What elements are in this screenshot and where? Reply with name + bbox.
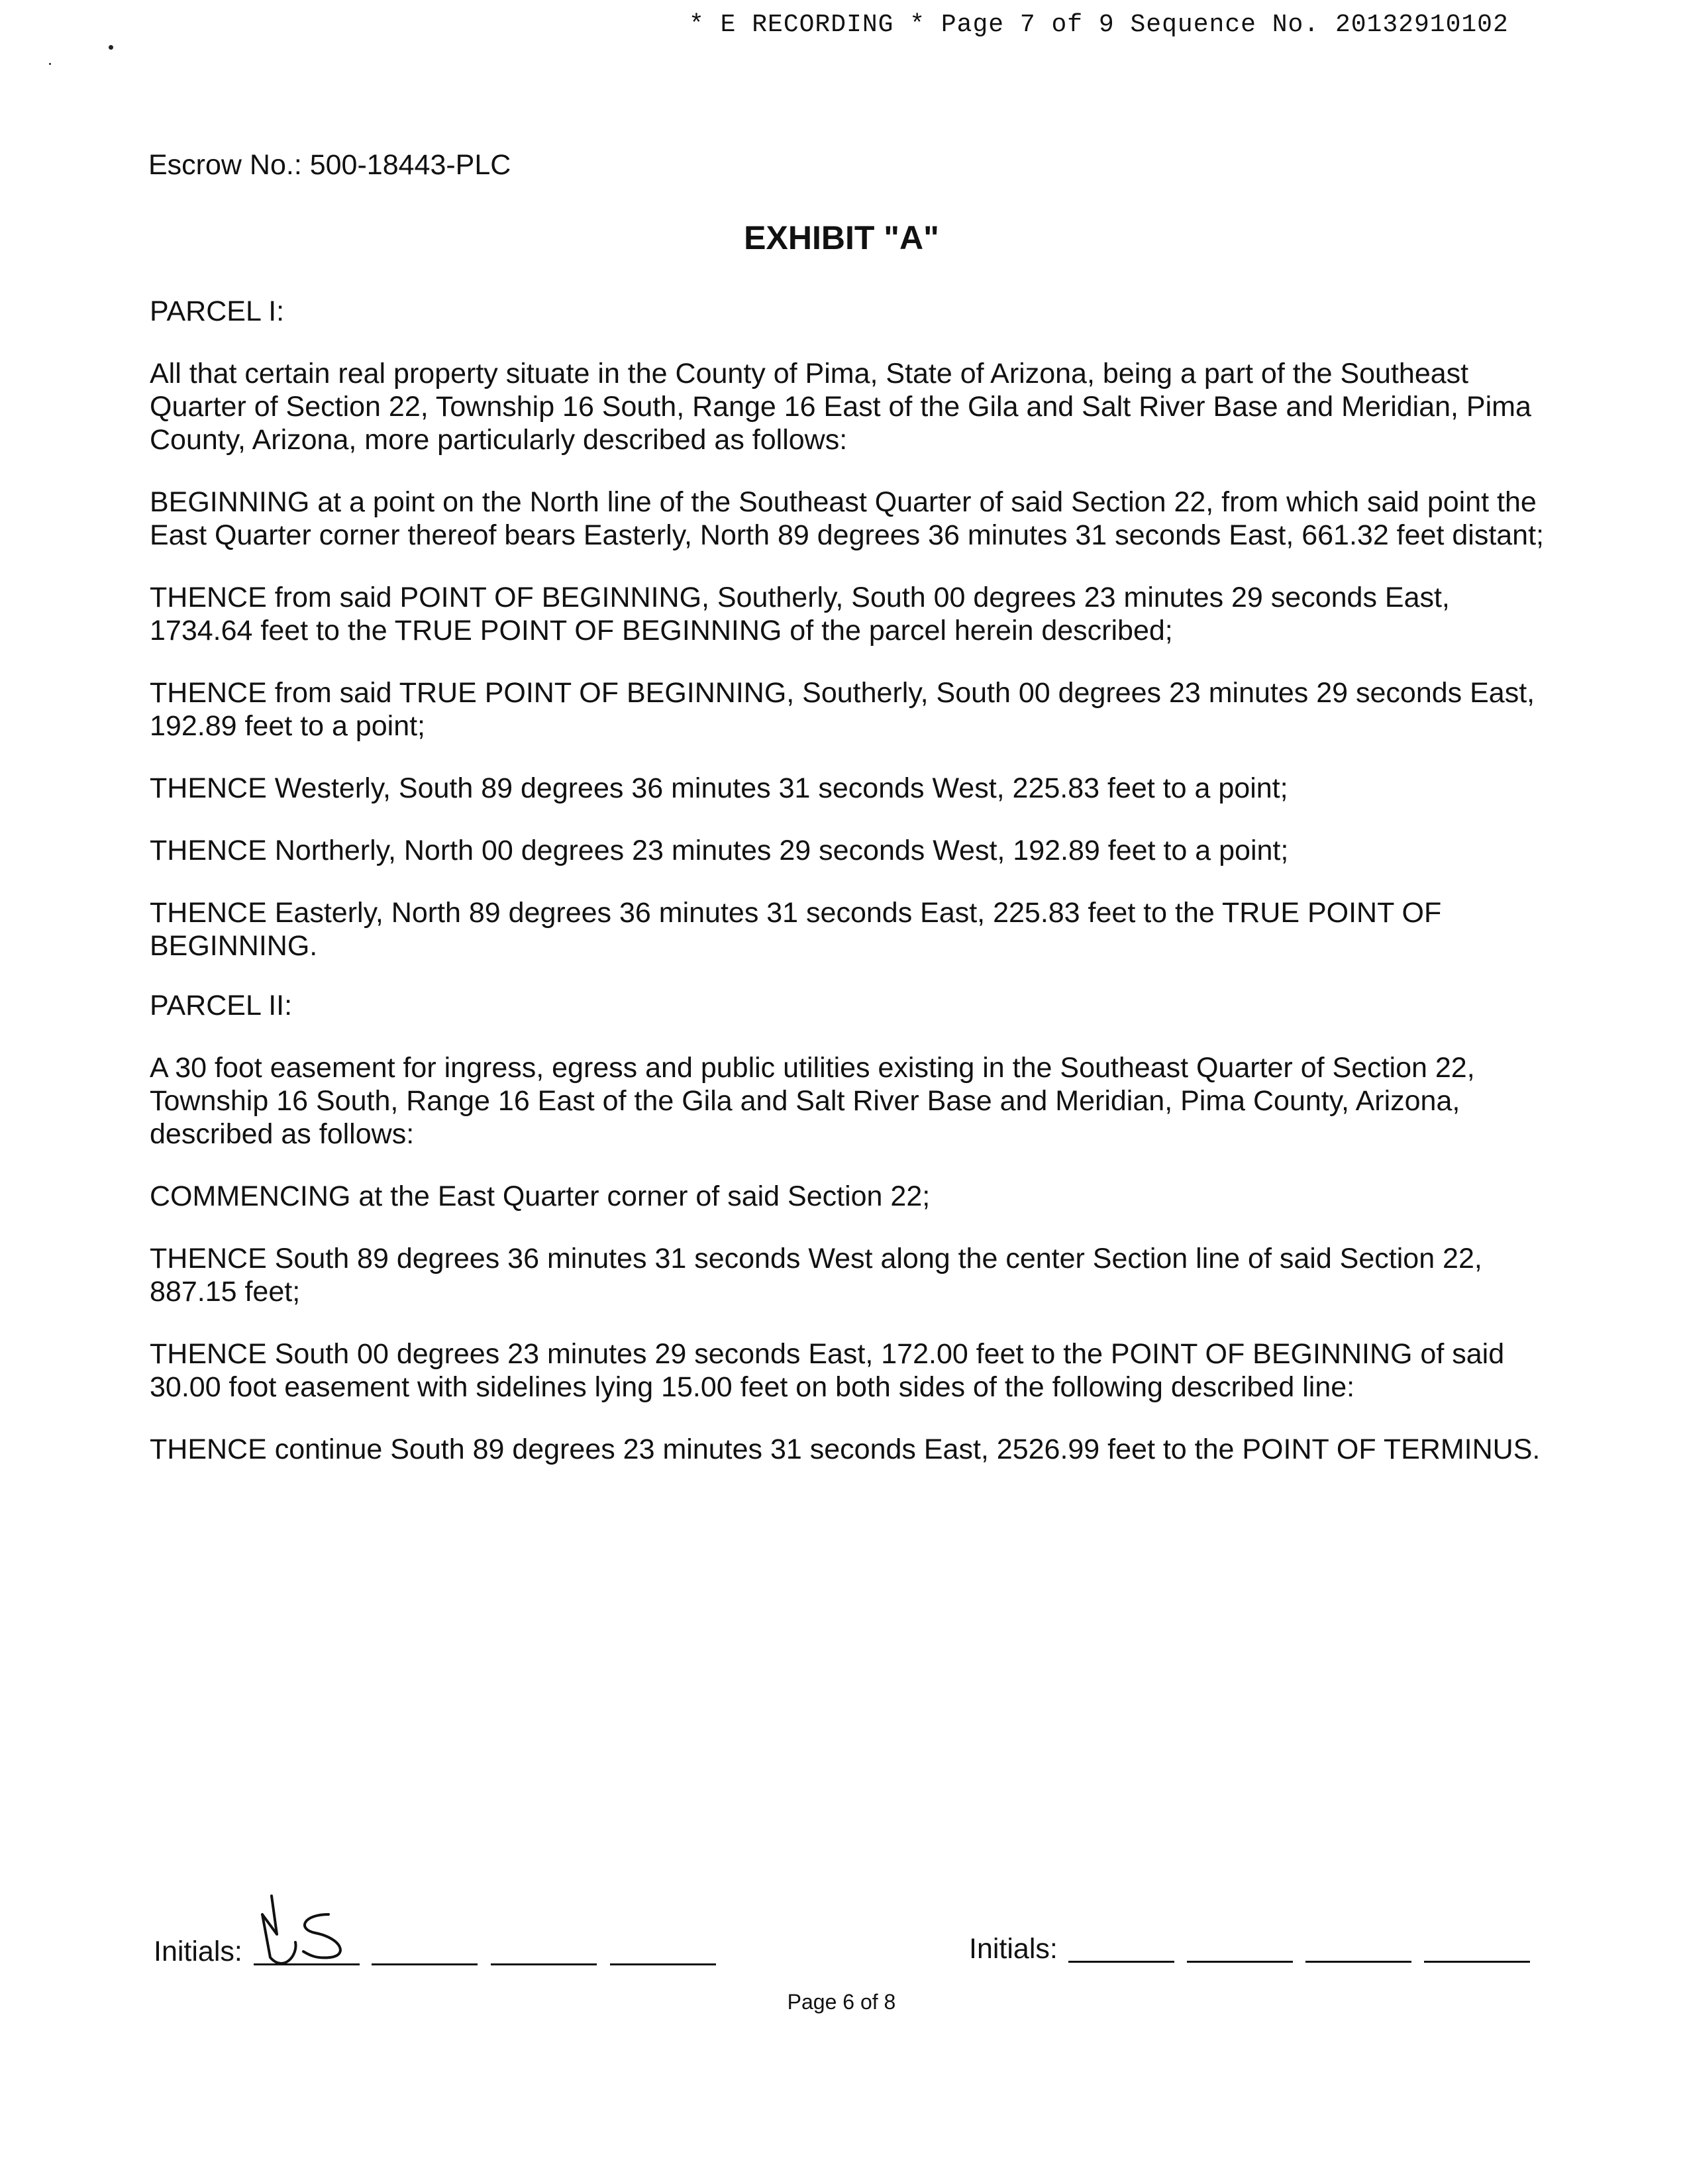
initials-line-left-1 xyxy=(254,1963,360,1965)
escrow-number: Escrow No.: 500-18443-PLC xyxy=(148,149,511,181)
scan-speck xyxy=(49,63,51,65)
paragraph-thence-5: THENCE Easterly, North 89 degrees 36 minutes 31 seconds East, 225.83 feet to the TRUE POINT OF BEGINNING. xyxy=(150,897,1442,962)
legal-description xyxy=(150,295,1560,1466)
initials-label-right: Initials: xyxy=(969,1933,1058,1965)
initials-line-left-3 xyxy=(491,1963,597,1965)
recording-header: * E RECORDING * Page 7 of 9 Sequence No. 20132910102 xyxy=(689,11,1509,39)
exhibit-title: EXHIBIT "A" xyxy=(744,219,939,256)
initials-line-right-3 xyxy=(1305,1961,1411,1963)
handwritten-initials-signature xyxy=(257,1895,370,1967)
paragraph-thence-2: THENCE from said TRUE POINT OF BEGINNING, Southerly, South 00 degrees 23 minutes 29 seconds East, 192.89 feet to a point; xyxy=(150,677,1535,742)
paragraph-thence-6: THENCE South 89 degrees 36 minutes 31 seconds West along the center Section line of said Section 22, 887.15 feet; xyxy=(150,1243,1482,1308)
parcel-2-intro: A 30 foot easement for ingress, egress and public utilities existing in the Southeast Quarter of Section 22, Township 16 South, Range 16 East of the Gila and Salt River Base and Meridian, Pima County, Arizona, described as follows: xyxy=(150,1052,1475,1150)
parcel-2-heading: PARCEL II: xyxy=(150,990,293,1021)
scan-speck xyxy=(109,45,113,50)
initials-line-left-4 xyxy=(610,1963,716,1965)
parcel-1-heading: PARCEL I: xyxy=(150,295,285,327)
paragraph-thence-7: THENCE South 00 degrees 23 minutes 29 seconds East, 172.00 feet to the POINT OF BEGINNING of said 30.00 foot easement with sidelines lying 15.00 feet on both sides of the following described line: xyxy=(150,1338,1505,1403)
initials-label-left: Initials: xyxy=(154,1936,242,1967)
paragraph-commencing: COMMENCING at the East Quarter corner of said Section 22; xyxy=(150,1180,931,1212)
parcel-1-intro: All that certain real property situate in the County of Pima, State of Arizona, being a part of the Southeast Quarter of Section 22, Township 16 South, Range 16 East of the Gila and Salt River Base and Meridian, Pima County, Arizona, more particularly described as follows: xyxy=(150,358,1531,456)
paragraph-beginning: BEGINNING at a point on the North line of the Southeast Quarter of said Section 22, from which said point the East Quarter corner thereof bears Easterly, North 89 degrees 36 minutes 31 seconds East, 661.32 feet distant; xyxy=(150,486,1544,551)
initials-line-left-2 xyxy=(372,1963,478,1965)
page-number: Page 6 of 8 xyxy=(787,1990,896,2014)
paragraph-thence-1: THENCE from said POINT OF BEGINNING, Southerly, South 00 degrees 23 minutes 29 seconds East, 1734.64 feet to the TRUE POINT OF BEGINNING of the parcel herein described; xyxy=(150,582,1450,647)
paragraph-terminus: THENCE continue South 89 degrees 23 minutes 31 seconds East, 2526.99 feet to the POINT OF TERMINUS. xyxy=(150,1433,1541,1465)
paragraph-thence-3: THENCE Westerly, South 89 degrees 36 minutes 31 seconds West, 225.83 feet to a point; xyxy=(150,772,1288,804)
initials-line-right-4 xyxy=(1424,1961,1530,1963)
initials-line-right-2 xyxy=(1187,1961,1293,1963)
initials-line-right-1 xyxy=(1068,1961,1174,1963)
paragraph-thence-4: THENCE Northerly, North 00 degrees 23 minutes 29 seconds West, 192.89 feet to a point; xyxy=(150,835,1289,866)
